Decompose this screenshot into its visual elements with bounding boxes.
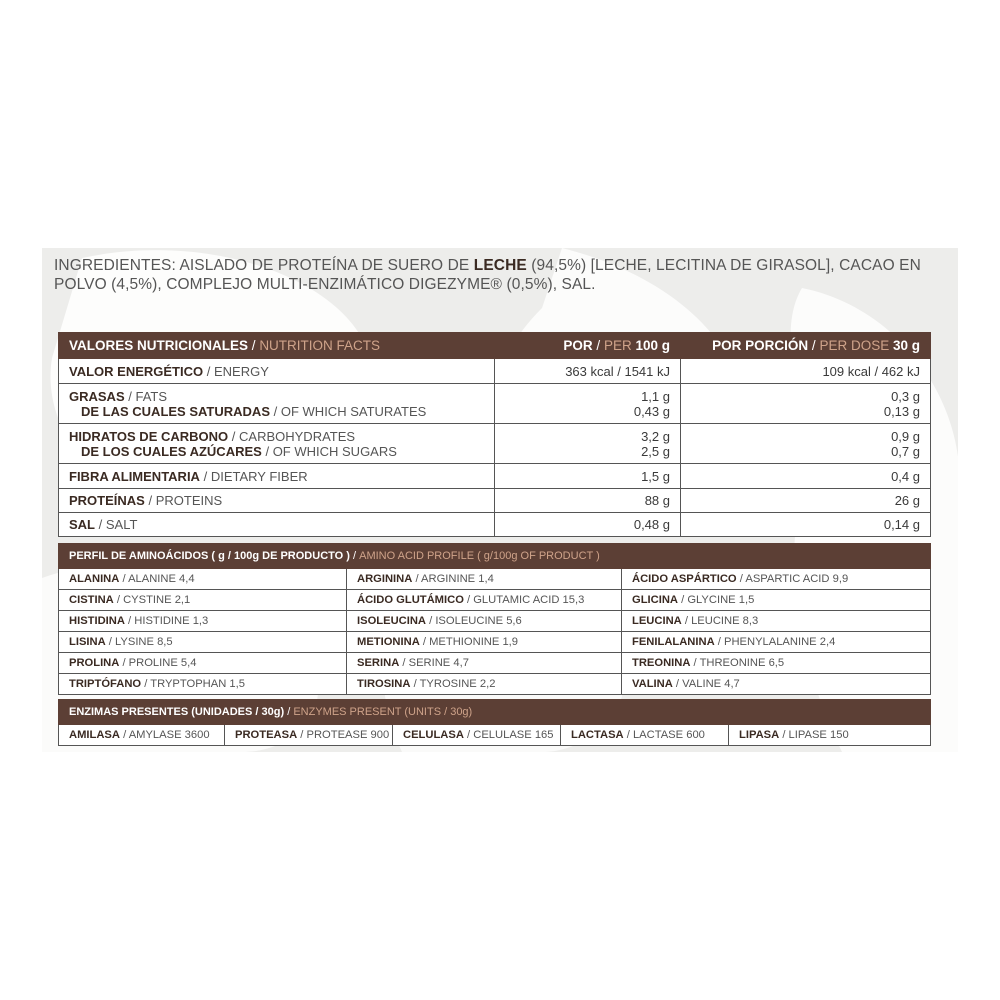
amino-cell: VALINA / VALINE 4,7 — [622, 674, 931, 695]
amino-acid-profile-table — [58, 543, 931, 695]
ingredients-label: INGREDIENTES: — [54, 257, 176, 274]
amino-row — [59, 611, 931, 632]
nutrition-header-perdose: POR PORCIÓN / PER DOSE 30 g — [681, 333, 931, 359]
amino-row — [59, 653, 931, 674]
amino-cell: LEUCINA / LEUCINE 8,3 — [622, 611, 931, 632]
nutrition-row-proteins: PROTEÍNAS / PROTEINS 88 g 26 g — [59, 489, 931, 513]
nutrition-header-title: VALORES NUTRICIONALES / NUTRITION FACTS — [59, 333, 495, 359]
amino-cell: TIROSINA / TYROSINE 2,2 — [347, 674, 622, 695]
nutrition-row-fiber: FIBRA ALIMENTARIA / DIETARY FIBER 1,5 g 0,4 g — [59, 464, 931, 489]
nutrition-header-row — [59, 333, 931, 359]
nutrition-facts-table — [58, 332, 931, 537]
amino-cell: GLICINA / GLYCINE 1,5 — [622, 590, 931, 611]
enzyme-cell: AMILASA / AMYLASE 3600 — [59, 725, 225, 746]
amino-cell: LISINA / LYSINE 8,5 — [59, 632, 347, 653]
enzyme-cell: LIPASA / LIPASE 150 — [729, 725, 931, 746]
amino-cell: METIONINA / METHIONINE 1,9 — [347, 632, 622, 653]
amino-row — [59, 590, 931, 611]
amino-cell: TRIPTÓFANO / TRYPTOPHAN 1,5 — [59, 674, 347, 695]
amino-header-row: PERFIL DE AMINOÁCIDOS ( g / 100g DE PRODUCTO ) / AMINO ACID PROFILE ( g/100g OF PRODUCT ) — [59, 544, 931, 569]
enzyme-cell: CELULASA / CELULASE 165 — [393, 725, 561, 746]
nutrition-header-per100: POR / PER 100 g — [495, 333, 681, 359]
amino-row — [59, 674, 931, 695]
amino-cell: FENILALANINA / PHENYLALANINE 2,4 — [622, 632, 931, 653]
amino-cell: ÁCIDO ASPÁRTICO / ASPARTIC ACID 9,9 — [622, 569, 931, 590]
nutrition-row-salt: SAL / SALT 0,48 g 0,14 g — [59, 513, 931, 537]
enzyme-cell: PROTEASA / PROTEASE 900 — [225, 725, 393, 746]
enzymes-row — [59, 725, 931, 746]
amino-cell: ALANINA / ALANINE 4,4 — [59, 569, 347, 590]
enzymes-table — [58, 699, 931, 746]
ingredients-text-1: AISLADO DE PROTEÍNA DE SUERO DE — [179, 257, 470, 274]
amino-cell: ARGININA / ARGININE 1,4 — [347, 569, 622, 590]
amino-cell: PROLINA / PROLINE 5,4 — [59, 653, 347, 674]
amino-cell: HISTIDINA / HISTIDINE 1,3 — [59, 611, 347, 632]
nutrition-row-fats: GRASAS / FATS DE LAS CUALES SATURADAS / OF WHICH SATURATES 1,1 g 0,43 g 0,3 g 0,13 g — [59, 384, 931, 424]
ingredients-allergen-highlight: LECHE — [473, 257, 527, 274]
ingredients-text — [54, 256, 954, 294]
enzymes-header-row: ENZIMAS PRESENTES (UNIDADES / 30g) / ENZYMES PRESENT (UNITS / 30g) — [59, 700, 931, 725]
ingredients-text-2: (94,5%) [LECHE, LECITINA DE GIRASOL], CACAO EN POLVO (4,5%), COMPLEJO MULTI-ENZIMÁTICO DIGEZYME® (0,5%), SAL. — [54, 257, 921, 293]
amino-row — [59, 632, 931, 653]
amino-row — [59, 569, 931, 590]
nutrition-row-energy: VALOR ENERGÉTICO / ENERGY 363 kcal / 1541 kJ 109 kcal / 462 kJ — [59, 359, 931, 384]
amino-cell: SERINA / SERINE 4,7 — [347, 653, 622, 674]
amino-cell: ISOLEUCINA / ISOLEUCINE 5,6 — [347, 611, 622, 632]
amino-cell: TREONINA / THREONINE 6,5 — [622, 653, 931, 674]
amino-cell: ÁCIDO GLUTÁMICO / GLUTAMIC ACID 15,3 — [347, 590, 622, 611]
amino-cell: CISTINA / CYSTINE 2,1 — [59, 590, 347, 611]
nutrition-row-carbohydrates: HIDRATOS DE CARBONO / CARBOHYDRATES DE LOS CUALES AZÚCARES / OF WHICH SUGARS 3,2 g 2,5 g 0,9 g 0,7 g — [59, 424, 931, 464]
enzyme-cell: LACTASA / LACTASE 600 — [561, 725, 729, 746]
